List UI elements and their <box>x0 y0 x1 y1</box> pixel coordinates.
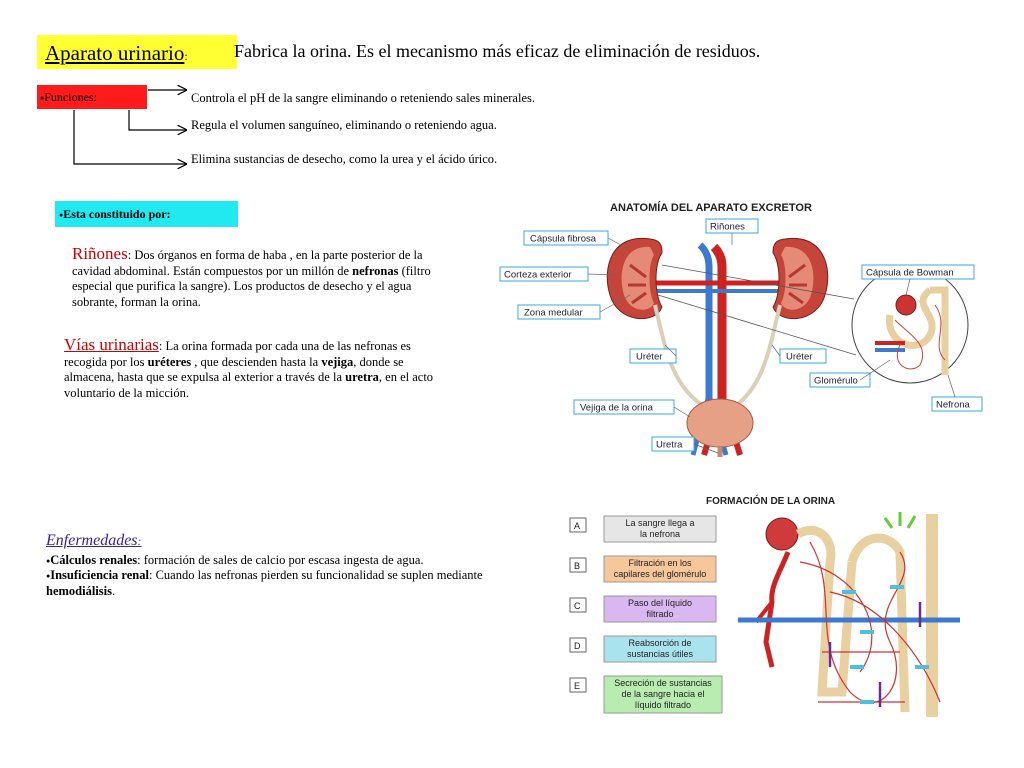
intro-text: Fabrica la orina. Es el mecanismo más eficaz de eliminación de residuos. <box>234 41 761 61</box>
funcion-item-1: Controla el pH de la sangre eliminando o reteniendo sales minerales. <box>191 91 535 105</box>
step-letter: D <box>574 641 581 651</box>
step-letter: C <box>574 601 581 611</box>
label-ureter-left: Uréter <box>636 351 663 363</box>
vias-paragraph: Vías urinarias: La orina formada por cada una de las nefronas es recogida por los uréteres , que descienden hasta la vejiga, donde se almacena, hasta que se expulsa al exterior a través de la uretra, en el acto voluntario de la micción. <box>64 335 434 400</box>
step-text: de la sangre hacia el <box>621 689 705 699</box>
step-text: Paso del líquido <box>627 598 693 608</box>
formacion-figure <box>560 492 960 724</box>
enfermedades-title: Enfermedades: <box>46 532 142 549</box>
label-ureter-right: Uréter <box>786 351 813 363</box>
step-text: Secreción de sustancias <box>614 678 712 688</box>
step-text: Reabsorción de <box>628 638 692 648</box>
nephron-schematic <box>738 512 960 717</box>
enfermedad-item-1: ●Cálculos renales: formación de sales de calcio por escasa ingesta de agua. <box>46 553 424 567</box>
label-zona-medular: Zona medular <box>524 307 583 319</box>
page-title: Aparato urinario: <box>45 41 188 65</box>
enfermedad-item-2: ●Insuficiencia renal: Cuando las nefronas pierden su funcionalidad se suplen mediante hemodiálisis. <box>46 568 483 598</box>
bladder <box>687 399 753 447</box>
step-text: filtrado <box>646 609 674 619</box>
funcion-item-2: Regula el volumen sanguíneo, eliminando o reteniendo agua. <box>191 118 497 132</box>
label-uretra: Uretra <box>656 439 683 451</box>
nephron-inset <box>852 267 968 383</box>
constituido-label: ●Esta constituido por: <box>59 207 171 221</box>
step-text: capilares del glomérulo <box>613 569 707 579</box>
step-letter: A <box>574 521 581 531</box>
label-rinones: Riñones <box>710 221 745 233</box>
step-letter: E <box>574 681 581 691</box>
label-bowman: Cápsula de Bowman <box>866 267 954 279</box>
step-text: líquido filtrado <box>634 700 692 710</box>
label-capsula-fibrosa: Cápsula fibrosa <box>530 233 597 245</box>
anatomia-title: ANATOMÍA DEL APARATO EXCRETOR <box>610 202 812 214</box>
formacion-title: FORMACIÓN DE LA ORINA <box>706 496 836 507</box>
funciones-label: ●Funciones: <box>40 90 97 104</box>
rinones-paragraph: Riñones: Dos órganos en forma de haba , en la parte posterior de la cavidad abdominal. Están compuestos por un millón de nefronas (filtro especial que purifica la sangre). Los productos de desecho y el agua sobrante, forman la orina. <box>72 244 431 309</box>
label-glomerulo: Glomérulo <box>814 375 858 387</box>
funciones-connectors <box>70 84 200 170</box>
step-text: sustancias útiles <box>626 649 694 659</box>
label-corteza: Corteza exterior <box>504 269 572 281</box>
step-text: La sangre llega a <box>625 518 695 528</box>
label-vejiga: Vejiga de la orina <box>580 402 653 414</box>
step-text: la nefrona <box>639 529 681 539</box>
label-nefrona: Nefrona <box>936 399 970 411</box>
anatomia-figure <box>490 195 1010 465</box>
step-letter: B <box>574 561 581 571</box>
step-text: Filtración en los <box>628 558 692 568</box>
funcion-item-3: Elimina sustancias de desecho, como la urea y el ácido úrico. <box>191 152 498 166</box>
